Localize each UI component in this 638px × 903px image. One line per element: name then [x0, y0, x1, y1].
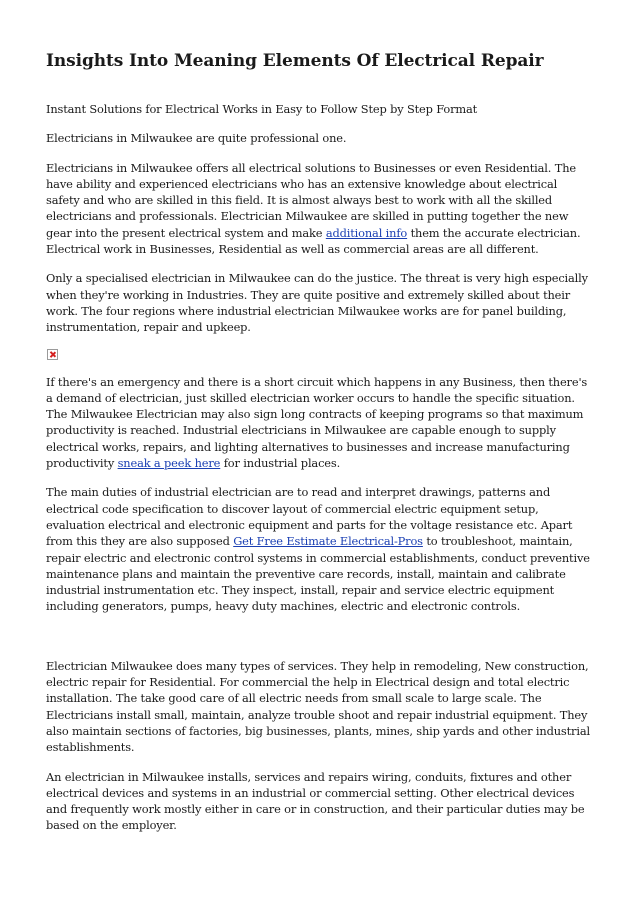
paragraph-5 [46, 484, 594, 614]
paragraph-4 [46, 374, 594, 472]
document-page [46, 50, 594, 847]
paragraph-6: Electrician Milwaukee does many types of services. They help in remodeling, New construction, electric repair for Residential. For commercial the help in Electrical design and total electric installation. The take good care of all electric needs from small scale to large scale. The Electricians install small, maintain, analyze trouble shoot and repair industrial equipment. They also maintain sections of factories, big businesses, plants, mines, ship yards and other industrial establishments. [46, 658, 590, 755]
page-title: Insights Into Meaning Elements Of Electrical Repair [46, 51, 544, 71]
paragraph-2-text-a: Electricians in Milwaukee offers all electrical solutions to Businesses or even Residential. The have ability and experienced electricians who has an extensive knowledge about electrical safety and who are skilled in this field. It is almost always best to work with all the skilled electricians and professionals. Electrician Milwaukee are skilled in putting together the new gear into the present electrical system and make [46, 160, 576, 240]
sneak-a-peek-link[interactable]: sneak a peek here [117, 456, 221, 471]
paragraph-2-text-b: them the accurate electrician. Electrical work in Businesses, Residential as well as commercial areas are all different. [46, 225, 581, 257]
additional-info-link[interactable]: additional info [325, 225, 408, 240]
paragraph-2 [46, 160, 594, 258]
paragraph-3: Only a specialised electrician in Milwaukee can do the justice. The threat is very high especially when they're working in Industries. They are quite positive and extremely skilled about their work. The four regions where industrial electrician Milwaukee works are for panel building, instrumentation, repair and upkeep. [46, 271, 588, 335]
paragraph-7: An electrician in Milwaukee installs, services and repairs wiring, conduits, fixtures and other electrical devices and systems in an industrial or commercial setting. Other electrical devices and frequently work mostly either in care or in construction, and their particular duties may be based on the employer. [46, 769, 585, 833]
subtitle: Instant Solutions for Electrical Works in Easy to Follow Step by Step Format [46, 102, 478, 116]
paragraph-1: Electricians in Milwaukee are quite professional one. [46, 131, 347, 146]
broken-image-icon [47, 349, 58, 360]
paragraph-5-text-b: to troubleshoot, maintain, repair electric and electronic control systems in commercial establishments, conduct preventive maintenance plans and maintain the preventive care records, install, maintain and calibrate industrial instrumentation etc. They inspect, install, repair and service electric equipment including generators, pumps, heavy duty machines, electric and electronic controls. [46, 534, 590, 614]
paragraph-4-text-b: for industrial places. [220, 456, 341, 471]
paragraph-4-text-a: If there's an emergency and there is a short circuit which happens in any Business, then there's a demand of electrician, just skilled electrician worker occurs to handle the specific situation. The Milwaukee Electrician may also sign long contracts of keeping programs so that maximum productivity is reached. Industrial electricians in Milwaukee are capable enough to supply electrical works, repairs, and lighting alternatives to businesses and increase manufacturing productivity [46, 374, 588, 471]
free-estimate-link[interactable]: Get Free Estimate Electrical-Pros [233, 534, 423, 549]
paragraph-5-text-a: The main duties of industrial electrician are to read and interpret drawings, patterns and electrical code specification to discover layout of commercial electric equipment setup, evaluation electrical and electronic equipment and parts for the voltage resistance etc. Apart from this they are also supposed [46, 485, 573, 549]
blank-space [46, 628, 594, 658]
